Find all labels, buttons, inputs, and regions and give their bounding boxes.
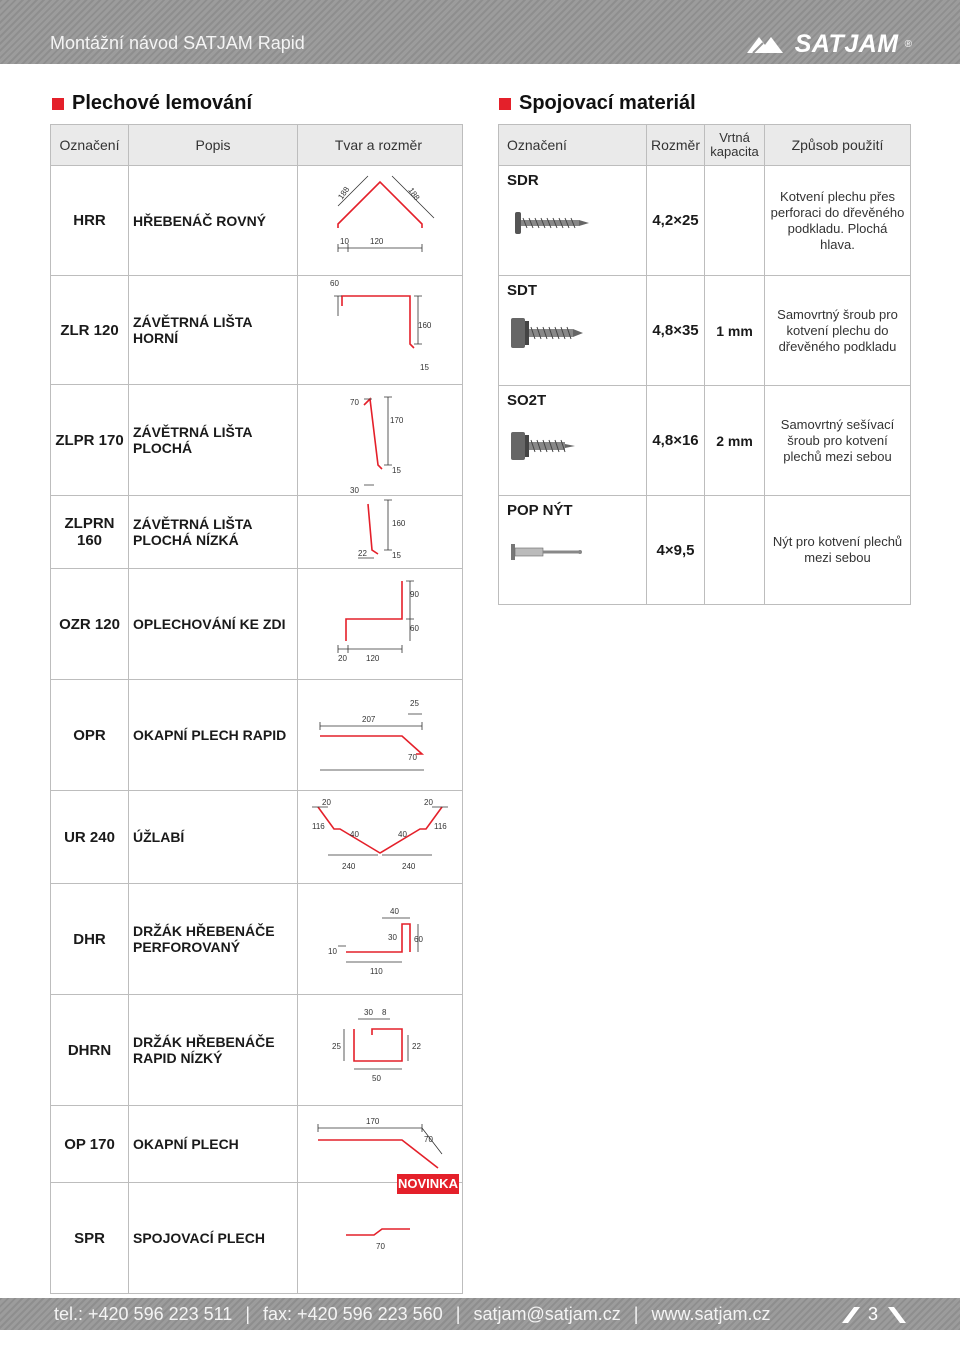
dim-label: 188: [406, 185, 422, 203]
table-row: [499, 386, 911, 496]
dim-label: 60: [414, 935, 423, 944]
table-row: [51, 276, 463, 385]
fastener-capacity: 2 mm: [705, 386, 765, 496]
table-row: [499, 496, 911, 605]
row-code: OZR 120: [51, 569, 129, 680]
row-code: ZLR 120: [51, 276, 129, 385]
shape-drawing: [298, 1106, 463, 1183]
fastener-cell: [499, 496, 647, 605]
row-description: OPLECHOVÁNÍ KE ZDI: [129, 569, 298, 680]
fastener-size: 4,8×35: [647, 276, 705, 386]
fastener-size: 4×9,5: [647, 496, 705, 605]
footer-separator: |: [245, 1304, 251, 1324]
next-page-icon[interactable]: [886, 1303, 908, 1325]
dim-label: 170: [390, 416, 404, 425]
fastener-cell: [499, 386, 647, 496]
table-row: [51, 1183, 463, 1294]
dim-label: 30: [364, 1008, 373, 1017]
dim-label: 120: [366, 654, 380, 663]
document-title: Montážní návod SATJAM Rapid: [50, 33, 305, 53]
dim-label: 30: [350, 486, 359, 495]
footer-phone: tel.: +420 596 223 511: [54, 1304, 233, 1324]
fastener-usage: Kotvení plechu přes perforaci do dřevěného podkladu. Plochá hlava.: [765, 166, 911, 276]
dim-label: 60: [330, 279, 339, 288]
table-row: [51, 791, 463, 884]
dim-label: 25: [332, 1042, 341, 1051]
footer-contacts: [50, 1304, 775, 1325]
row-description: ÚŽLABÍ: [129, 791, 298, 884]
logo-text: SATJAM: [794, 29, 899, 58]
dim-label: 20: [322, 798, 331, 807]
row-code: HRR: [51, 166, 129, 276]
fastener-code: SDR: [507, 172, 539, 189]
fastener-code: SO2T: [507, 392, 547, 409]
shape-drawing: [298, 569, 463, 680]
fastener-cell: [499, 276, 647, 386]
table-row: [51, 385, 463, 496]
dim-label: 15: [392, 466, 401, 475]
col-header-description: Popis: [129, 125, 298, 166]
shape-drawing: [298, 680, 463, 791]
shape-drawing: [298, 995, 463, 1106]
shape-drawing: [298, 166, 463, 276]
dim-label: 8: [382, 1008, 387, 1017]
footer-email-link[interactable]: satjam@satjam.cz: [473, 1304, 621, 1324]
row-description: DRŽÁK HŘEBENÁČE RAPID NÍZKÝ: [129, 995, 298, 1106]
fasteners-table: [498, 124, 911, 605]
section-heading-fasteners: [499, 92, 696, 115]
dim-label: 120: [370, 237, 384, 246]
fastener-code: SDT: [507, 282, 537, 299]
table-header-row: [51, 125, 463, 166]
row-description: ZÁVĚTRNÁ LIŠTA PLOCHÁ NÍZKÁ: [129, 496, 298, 569]
dim-label: 20: [338, 654, 347, 663]
row-description: OKAPNÍ PLECH RAPID: [129, 680, 298, 791]
col-header-shape: Tvar a rozměr: [298, 125, 463, 166]
fastener-cell: [499, 166, 647, 276]
col-header-usage: Způsob použití: [765, 125, 911, 166]
dim-label: 116: [312, 822, 325, 831]
fastener-size: 4,2×25: [647, 166, 705, 276]
row-description: DRŽÁK HŘEBENÁČE PERFOROVANÝ: [129, 884, 298, 995]
dim-label: 10: [328, 947, 337, 956]
section-title-fasteners: Spojovací materiál: [519, 92, 696, 114]
row-description: ZÁVĚTRNÁ LIŠTA PLOCHÁ: [129, 385, 298, 496]
dim-label: 22: [412, 1042, 421, 1051]
flashing-table: [50, 124, 463, 1294]
satjam-logo: [745, 30, 912, 58]
table-row: [51, 680, 463, 791]
shape-drawing: [298, 884, 463, 995]
row-code: DHRN: [51, 995, 129, 1106]
row-code: ZLPRN 160: [51, 496, 129, 569]
dim-label: 20: [424, 798, 433, 807]
dim-label: 10: [340, 237, 349, 246]
dim-label: 60: [410, 624, 419, 633]
satjam-logo-icon: [745, 33, 789, 55]
dim-label: 70: [408, 753, 417, 762]
registered-mark: ®: [904, 38, 912, 50]
dim-label: 22: [358, 549, 367, 558]
red-square-icon: [499, 98, 511, 110]
dim-label: 15: [420, 363, 429, 372]
screw-so2t-icon: [509, 430, 589, 462]
table-row: [499, 166, 911, 276]
row-description: OKAPNÍ PLECH: [129, 1106, 298, 1183]
dim-label: 160: [418, 321, 432, 330]
table-row: [499, 276, 911, 386]
footer-separator: |: [633, 1304, 639, 1324]
col-header-code: Označení: [499, 125, 647, 166]
row-code: DHR: [51, 884, 129, 995]
screw-sdr-icon: [513, 208, 593, 238]
rivet-icon: [509, 542, 589, 562]
dim-label: 116: [434, 822, 447, 831]
row-code: OPR: [51, 680, 129, 791]
fastener-usage: Samovrtný šroub pro kotvení plechu do dřevěného podkladu: [765, 276, 911, 386]
row-code: SPR: [51, 1183, 129, 1294]
dim-label: 70: [376, 1242, 385, 1251]
row-code: ZLPR 170: [51, 385, 129, 496]
dim-label: 207: [362, 715, 376, 724]
row-description: HŘEBENÁČ ROVNÝ: [129, 166, 298, 276]
dim-label: 170: [366, 1117, 380, 1126]
dim-label: 240: [402, 862, 416, 871]
fastener-capacity: [705, 496, 765, 605]
dim-label: 110: [370, 967, 383, 976]
table-row: [51, 496, 463, 569]
footer-separator: |: [455, 1304, 461, 1324]
dim-label: 240: [342, 862, 356, 871]
shape-drawing: [298, 276, 463, 385]
dim-label: 70: [350, 398, 359, 407]
dim-label: 40: [390, 907, 399, 916]
row-description: ZÁVĚTRNÁ LIŠTA HORNÍ: [129, 276, 298, 385]
red-square-icon: [52, 98, 64, 110]
table-row: [51, 884, 463, 995]
fastener-code: POP NÝT: [507, 502, 573, 519]
fastener-capacity: 1 mm: [705, 276, 765, 386]
dim-label: 30: [388, 933, 397, 942]
dim-label: 90: [410, 590, 419, 599]
fastener-capacity: [705, 166, 765, 276]
shape-drawing: [298, 791, 463, 884]
new-badge: NOVINKA: [397, 1174, 459, 1194]
prev-page-icon[interactable]: [840, 1303, 862, 1325]
screw-sdt-icon: [509, 316, 589, 350]
dim-label: 50: [372, 1074, 381, 1083]
row-code: OP 170: [51, 1106, 129, 1183]
shape-drawing: [298, 496, 463, 569]
table-row: [51, 569, 463, 680]
table-row: [51, 995, 463, 1106]
section-title-flashing: Plechové lemování: [72, 92, 253, 114]
fastener-size: 4,8×16: [647, 386, 705, 496]
fastener-usage: Nýt pro kotvení plechů mezi sebou: [765, 496, 911, 605]
dim-label: 25: [410, 699, 419, 708]
dim-label: 188: [336, 185, 352, 202]
row-description: SPOJOVACÍ PLECH: [129, 1183, 298, 1294]
fastener-usage: Samovrtný sešívací šroub pro kotvení plechů mezi sebou: [765, 386, 911, 496]
table-row: [51, 166, 463, 276]
dim-label: 160: [392, 519, 406, 528]
section-heading-flashing: [52, 92, 252, 115]
footer-fax: fax: +420 596 223 560: [263, 1304, 443, 1324]
col-header-code: Označení: [51, 125, 129, 166]
page-number: 3: [868, 1304, 879, 1324]
shape-drawing: [298, 1183, 463, 1294]
footer-bar: [0, 1298, 960, 1330]
footer-web-link[interactable]: www.satjam.cz: [651, 1304, 771, 1324]
shape-drawing: [298, 385, 463, 496]
table-row: [51, 1106, 463, 1183]
table-header-row: [499, 125, 911, 166]
row-code: UR 240: [51, 791, 129, 884]
col-header-capacity: Vrtná kapacita: [705, 125, 765, 166]
dim-label: 40: [398, 830, 407, 839]
header-bar: [0, 0, 960, 64]
dim-label: 70: [424, 1135, 433, 1144]
col-header-size: Rozměr: [647, 125, 705, 166]
dim-label: 15: [392, 551, 401, 560]
dim-label: 40: [350, 830, 359, 839]
